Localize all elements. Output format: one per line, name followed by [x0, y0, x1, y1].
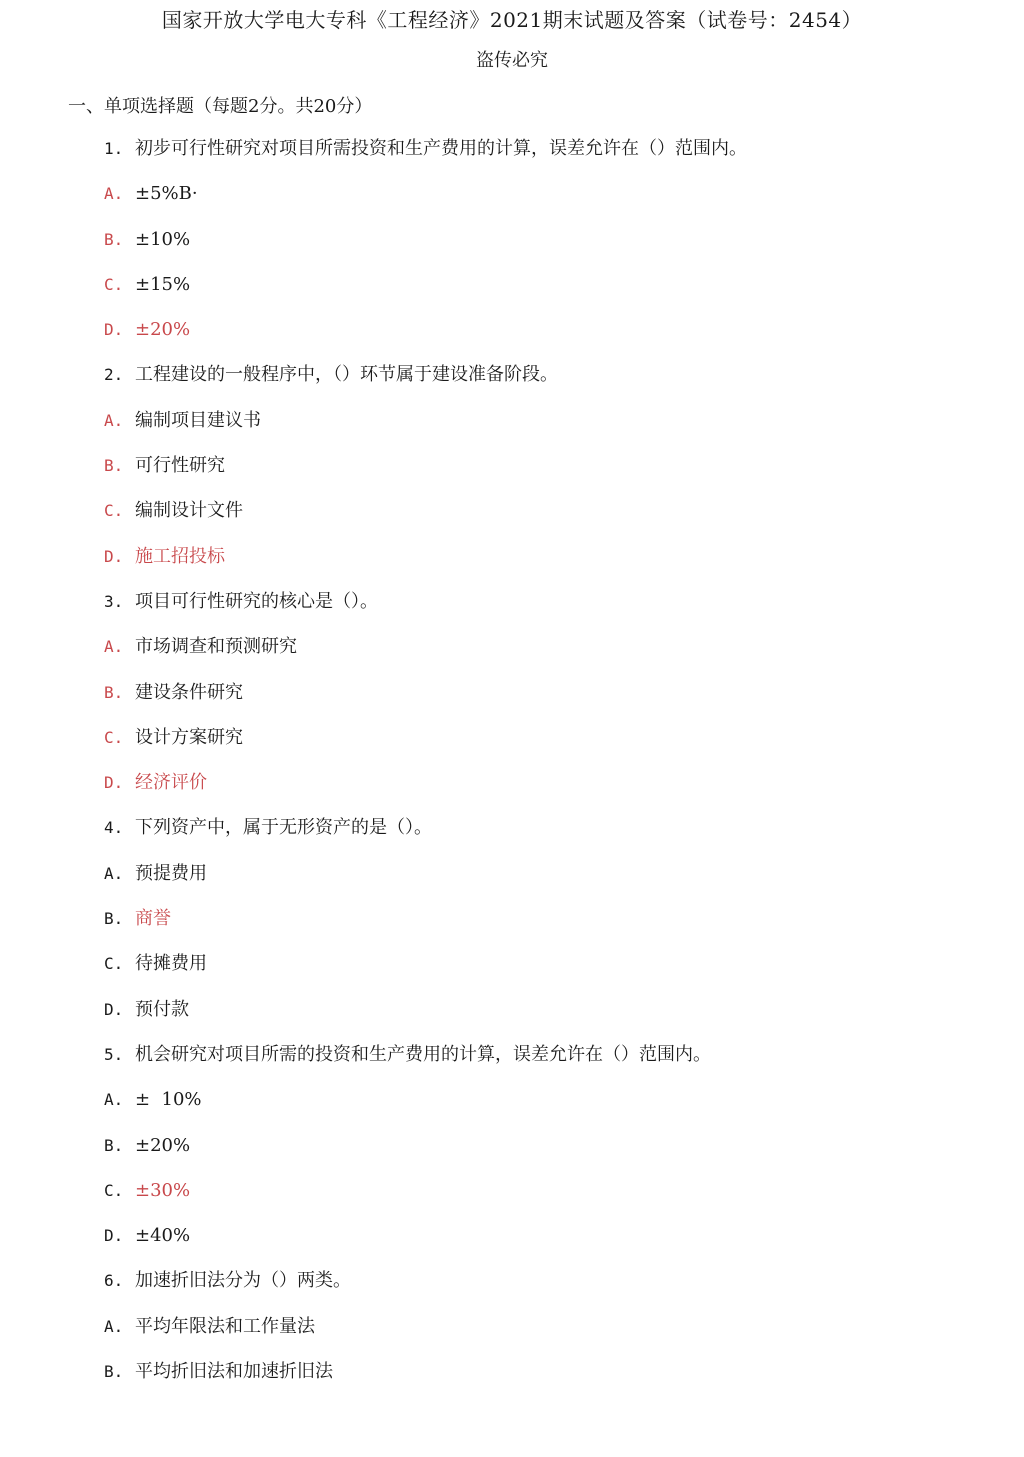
answer-option: [104, 1087, 747, 1132]
option-text: ±5%B·: [135, 183, 198, 205]
option-text: ±30%: [135, 1179, 191, 1201]
answer-option: [104, 453, 747, 498]
question-stem: [104, 1268, 747, 1313]
option-text: 平均折旧法和加速折旧法: [135, 1361, 333, 1383]
option-letter: A.: [104, 1316, 124, 1336]
answer-option: [104, 227, 747, 272]
option-letter: B.: [104, 682, 124, 702]
answer-option: [104, 997, 747, 1042]
question-number: 3.: [104, 591, 124, 611]
answer-option: [104, 634, 747, 679]
option-text: 预提费用: [135, 862, 207, 884]
answer-option: [104, 725, 747, 770]
option-letter: A.: [104, 410, 124, 430]
option-letter: B.: [104, 909, 124, 929]
question-stem: [104, 589, 747, 634]
answer-option: [104, 1133, 747, 1178]
option-letter: A.: [104, 863, 124, 883]
option-text: 市场调查和预测研究: [135, 636, 297, 658]
answer-option: [104, 408, 747, 453]
option-text: ±10%: [135, 228, 191, 250]
correct-answer-option: [104, 544, 747, 589]
option-text: 经济评价: [135, 772, 207, 794]
question-number: 6.: [104, 1271, 124, 1291]
option-text: ±20%: [135, 319, 191, 341]
option-letter: A.: [104, 1090, 124, 1110]
option-letter: D.: [104, 320, 124, 340]
question-text: 初步可行性研究对项目所需投资和生产费用的计算，误差允许在（）范围内。: [135, 138, 747, 159]
option-letter: B.: [104, 1362, 124, 1382]
option-letter: A.: [104, 637, 124, 657]
answer-option: [104, 861, 747, 906]
question-stem: [104, 815, 747, 860]
question-number: 2.: [104, 365, 124, 385]
option-letter: D.: [104, 546, 124, 566]
correct-answer-option: [104, 906, 747, 951]
question-text: 项目可行性研究的核心是（）。: [135, 590, 378, 612]
question-number: 5.: [104, 1044, 124, 1064]
option-letter: A.: [104, 184, 124, 204]
answer-option: [104, 1223, 747, 1268]
option-text: 可行性研究: [135, 455, 225, 477]
answer-option: [104, 1314, 747, 1359]
answer-option: [104, 680, 747, 725]
option-letter: B.: [104, 1135, 124, 1155]
question-text: 加速折旧法分为（）两类。: [135, 1270, 351, 1292]
option-letter: C.: [104, 954, 124, 974]
option-text: 编制项目建议书: [135, 409, 261, 431]
option-letter: C.: [104, 727, 124, 747]
answer-option: [104, 951, 747, 996]
option-text: 平均年限法和工作量法: [135, 1315, 315, 1337]
question-number: 1.: [104, 139, 124, 158]
question-list: [104, 136, 747, 1404]
question-text: 工程建设的一般程序中，（）环节属于建设准备阶段。: [135, 364, 558, 386]
option-text: ±15%: [135, 273, 191, 295]
answer-option: [104, 498, 747, 543]
option-text: ±20%: [135, 1134, 191, 1156]
answer-option: [104, 1359, 747, 1404]
question-stem: [104, 362, 747, 407]
option-text: 施工招投标: [135, 545, 225, 567]
option-text: 编制设计文件: [135, 500, 243, 522]
section-heading: 一、单项选择题（每题2分。共20分）: [68, 96, 373, 117]
question-text: 机会研究对项目所需的投资和生产费用的计算，误差允许在（）范围内。: [135, 1043, 711, 1065]
option-letter: C.: [104, 274, 124, 294]
correct-answer-option: [104, 317, 747, 362]
option-text: ± 10%: [135, 1089, 202, 1111]
option-text: 预付款: [135, 998, 189, 1020]
correct-answer-option: [104, 1178, 747, 1223]
document-title: 国家开放大学电大专科《工程经济》2021期末试题及答案（试卷号：2454）: [161, 8, 863, 32]
option-letter: B.: [104, 456, 124, 476]
option-text: 设计方案研究: [135, 726, 243, 748]
option-letter: D.: [104, 773, 124, 793]
answer-option: [104, 181, 747, 226]
option-text: 商誉: [135, 908, 171, 930]
answer-option: [104, 272, 747, 317]
document-subtitle: 盗传必究: [476, 50, 548, 71]
option-text: ±40%: [135, 1225, 191, 1247]
question-number: 4.: [104, 818, 124, 838]
question-stem: [104, 136, 747, 181]
option-text: 待摊费用: [135, 953, 207, 975]
option-letter: D.: [104, 1226, 124, 1246]
correct-answer-option: [104, 770, 747, 815]
option-letter: C.: [104, 1180, 124, 1200]
option-letter: D.: [104, 999, 124, 1019]
question-text: 下列资产中，属于无形资产的是（）。: [135, 817, 432, 839]
question-stem: [104, 1042, 747, 1087]
option-letter: B.: [104, 229, 124, 249]
option-letter: C.: [104, 501, 124, 521]
option-text: 建设条件研究: [135, 681, 243, 703]
